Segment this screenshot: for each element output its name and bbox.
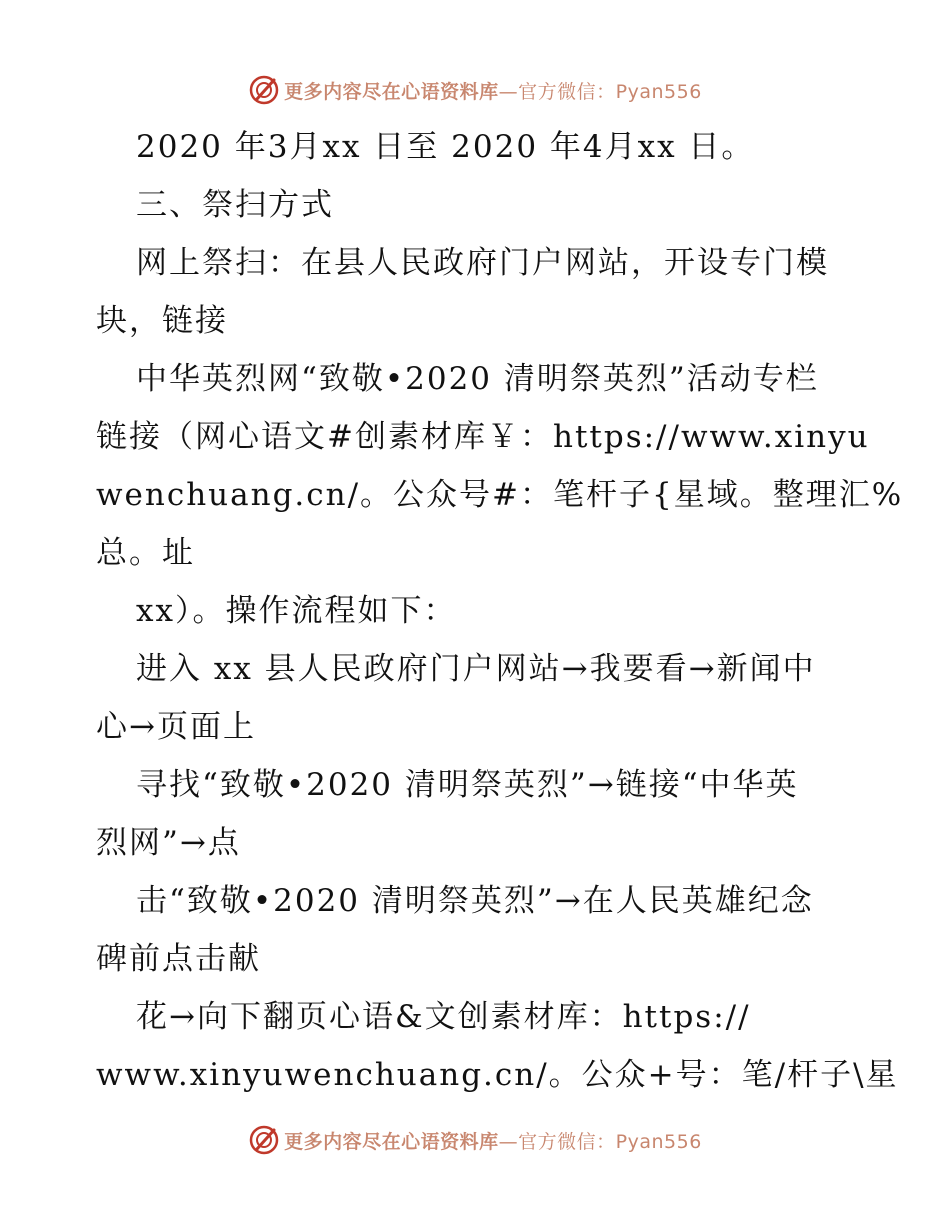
header-banner <box>0 70 950 110</box>
text-line: 碑前点击献 <box>96 941 261 977</box>
text-line: 中华英烈网“致敬•2020 清明祭英烈”活动专栏 <box>136 361 819 397</box>
footer-banner <box>0 1120 950 1160</box>
text-line: 进入 xx 县人民政府门户网站→我要看→新闻中 <box>136 651 816 687</box>
text-line: 块，链接 <box>96 303 228 339</box>
section-heading: 三、祭扫方式 <box>136 187 334 223</box>
text-line: 2020 年3月xx 日至 2020 年4月xx 日。 <box>136 129 755 165</box>
text-line: 击“致敬•2020 清明祭英烈”→在人民英雄纪念 <box>136 883 814 919</box>
banner-text: 更多内容尽在心语资料库—官方微信：Pyan556 <box>284 1130 702 1153</box>
brand-logo-icon <box>248 74 280 106</box>
text-line: 寻找“致敬•2020 清明祭英烈”→链接“中华英 <box>136 767 799 803</box>
text-line: 总。址 <box>96 535 195 571</box>
brand-logo-icon <box>248 1124 280 1156</box>
text-line: 花→向下翻页心语&文创素材库：https:// <box>136 999 751 1035</box>
text-line: 烈网”→点 <box>96 825 241 861</box>
text-line: 链接（网心语文#创素材库￥：https://www.xinyu <box>96 419 870 455</box>
text-line: 网上祭扫：在县人民政府门户网站，开设专门模 <box>136 245 829 281</box>
document-body <box>96 118 904 1104</box>
text-line: 心→页面上 <box>96 709 256 745</box>
banner-text: 更多内容尽在心语资料库—官方微信：Pyan556 <box>284 80 702 103</box>
text-line: wenchuang.cn/。公众号#：笔杆子{星域。整理汇% <box>96 477 904 513</box>
text-line: xx）。操作流程如下： <box>136 593 457 629</box>
text-line: www.xinyuwenchuang.cn/。公众+号：笔/杆子\星 <box>96 1057 899 1093</box>
